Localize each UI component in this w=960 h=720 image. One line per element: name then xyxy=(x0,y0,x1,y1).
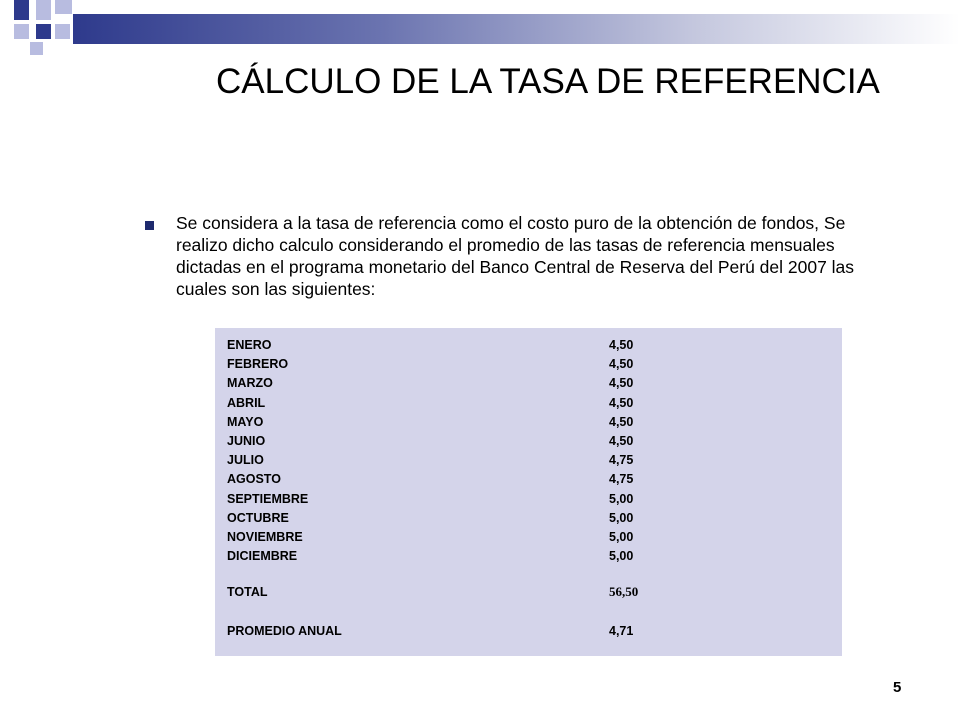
table-row-label: ENERO xyxy=(227,338,272,352)
table-row xyxy=(227,396,633,410)
table-row xyxy=(227,357,633,371)
table-row-label: SEPTIEMBRE xyxy=(227,491,309,506)
table-row-value: 5,00 xyxy=(609,530,634,544)
table-row-value: 4,50 xyxy=(609,376,634,391)
rates-table xyxy=(215,328,842,656)
bullet-text: Se considera a la tasa de referencia como el costo puro de la obtención de fondos, Se realizo dicho calculo considerando el promedio de las tasas de referencia mensuales dictadas en el programa monetario del Banco Central de Reserva del Perú del 2007 las cuales son las siguientes: xyxy=(176,213,855,299)
table-row xyxy=(227,472,633,486)
decor-square-dark-1 xyxy=(14,0,29,20)
table-row-value: 4,50 xyxy=(609,395,634,410)
average-row xyxy=(227,624,633,638)
table-row-label: MARZO xyxy=(227,376,273,391)
average-row-value: 4,71 xyxy=(609,624,634,638)
header-gradient-bar xyxy=(73,14,960,44)
decor-square-light-2 xyxy=(55,0,72,14)
table-row xyxy=(227,492,633,506)
table-row-value: 5,00 xyxy=(609,491,634,506)
table-row-value: 4,75 xyxy=(609,472,634,487)
square-bullet-icon xyxy=(145,221,154,230)
decor-square-light-1 xyxy=(36,0,51,20)
table-row xyxy=(227,376,633,390)
slide-title: CÁLCULO DE LA TASA DE REFERENCIA xyxy=(216,62,880,101)
table-row-label: FEBRERO xyxy=(227,357,289,372)
bullet-item xyxy=(145,212,865,300)
table-row-label: JUNIO xyxy=(227,434,266,448)
average-row-label: PROMEDIO ANUAL xyxy=(227,624,342,638)
table-row-label: DICIEMBRE xyxy=(227,549,298,564)
table-row xyxy=(227,434,633,448)
decor-square-light-3 xyxy=(14,24,29,39)
table-row xyxy=(227,453,633,467)
table-row-value: 4,50 xyxy=(609,357,634,372)
table-row-value: 4,50 xyxy=(609,434,634,448)
total-row-label: TOTAL xyxy=(227,585,268,599)
total-row-value: 56,50 xyxy=(609,584,639,599)
table-row-value: 5,00 xyxy=(609,549,634,564)
table-row-value: 4,50 xyxy=(609,338,634,352)
table-row xyxy=(227,338,633,352)
table-row xyxy=(227,415,633,429)
table-row-label: MAYO xyxy=(227,414,264,429)
table-row-label: NOVIEMBRE xyxy=(227,530,303,544)
table-row xyxy=(227,549,633,563)
table-row-value: 5,00 xyxy=(609,510,634,525)
table-row-label: AGOSTO xyxy=(227,472,281,487)
table-row xyxy=(227,511,633,525)
decor-square-light-4 xyxy=(55,24,70,39)
decor-square-dark-2 xyxy=(36,24,51,39)
table-row-label: OCTUBRE xyxy=(227,510,289,525)
table-row xyxy=(227,530,633,544)
total-row xyxy=(227,584,638,600)
table-row-label: ABRIL xyxy=(227,395,266,410)
table-row-value: 4,50 xyxy=(609,414,634,429)
decor-square-light-5 xyxy=(30,42,43,55)
page-number: 5 xyxy=(893,679,902,696)
table-row-value: 4,75 xyxy=(609,453,634,468)
table-row-label: JULIO xyxy=(227,453,264,468)
